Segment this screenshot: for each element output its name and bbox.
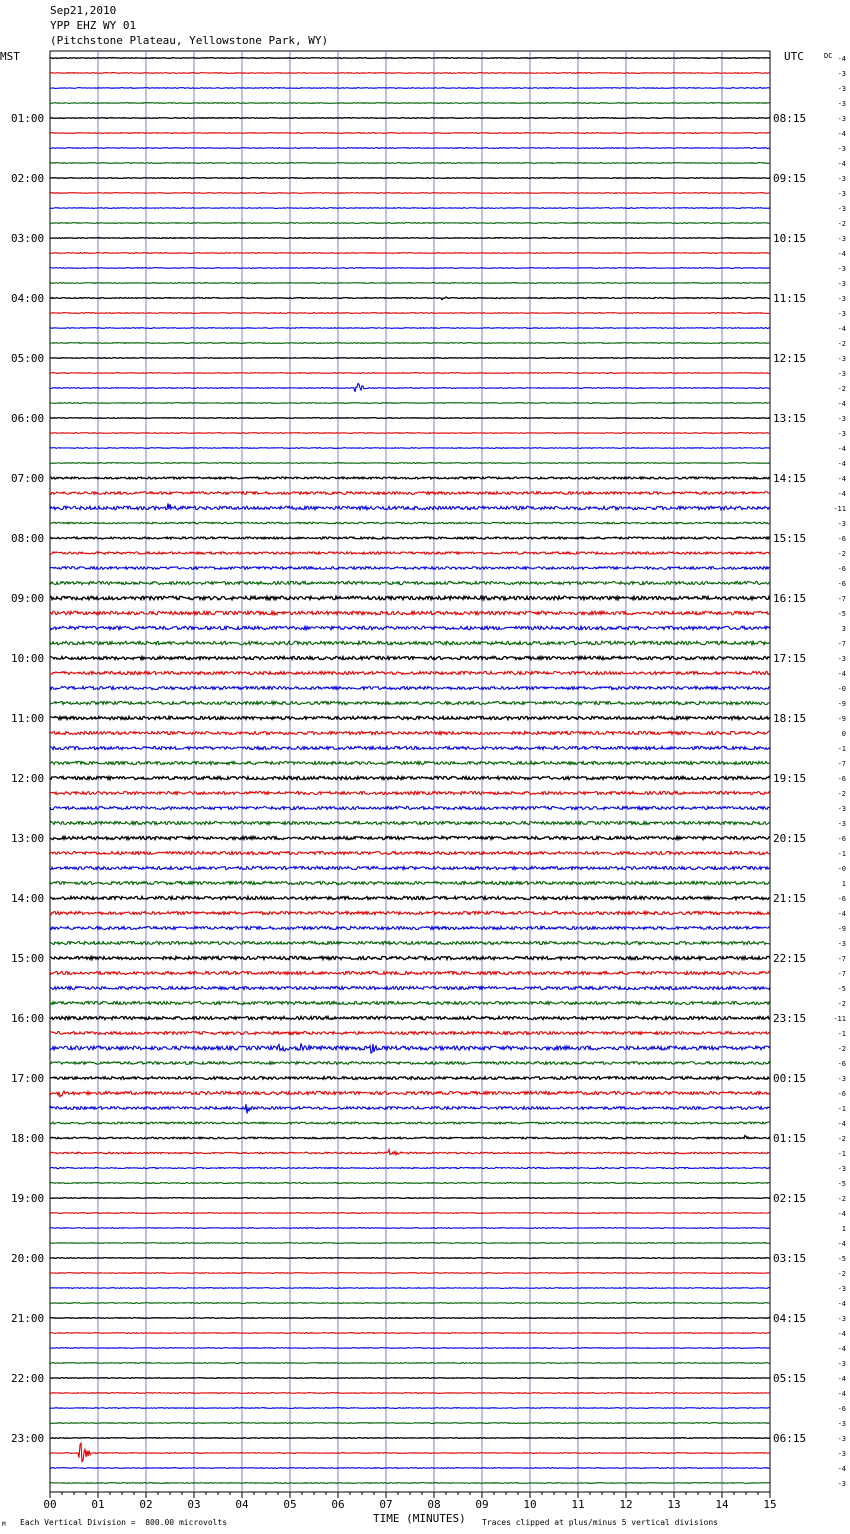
right-hour-label: 10:15	[773, 232, 807, 245]
trace-row	[50, 851, 770, 854]
trace-row	[50, 1288, 770, 1289]
x-tick-label: 05	[283, 1498, 297, 1511]
trace-row	[50, 403, 770, 404]
trace-row	[50, 956, 770, 959]
trace-row	[50, 328, 770, 329]
trace-row	[50, 1303, 770, 1304]
left-hour-label: 09:00	[11, 592, 45, 605]
trace-row	[50, 911, 770, 914]
dc-offset-label: -4	[837, 160, 846, 168]
dc-offset-label: -7	[837, 955, 846, 963]
x-tick-label: 04	[235, 1498, 249, 1511]
plot-frame	[50, 51, 770, 1492]
dc-offset-label: -4	[837, 490, 846, 498]
dc-offset-label: -3	[837, 1315, 846, 1323]
trace-row	[50, 941, 770, 944]
dc-offset-label: -7	[837, 970, 846, 978]
trace-row	[50, 1483, 770, 1484]
dc-offset-label: -7	[837, 595, 846, 603]
dc-offset-label: -6	[837, 895, 846, 903]
right-hour-label: 09:15	[773, 172, 807, 185]
left-hour-label: 13:00	[11, 832, 45, 845]
dc-offset-label: -1	[837, 1150, 846, 1158]
dc-offset-label: -1	[837, 850, 846, 858]
right-hour-label: 16:15	[773, 592, 807, 605]
trace-row	[50, 537, 770, 539]
trace-row	[50, 567, 770, 570]
right-hour-label: 05:15	[773, 1372, 807, 1385]
left-hour-label: 03:00	[11, 232, 45, 245]
dc-offset-label: -3	[837, 655, 846, 663]
trace-row	[50, 88, 770, 89]
dc-offset-label: -3	[837, 265, 846, 273]
dc-offset-label: -4	[837, 1390, 846, 1398]
trace-row	[50, 418, 770, 419]
dc-offset-label: -4	[837, 1210, 846, 1218]
dc-offset-label: -3	[837, 1420, 846, 1428]
x-tick-label: 11	[571, 1498, 585, 1511]
dc-offset-label: -6	[837, 775, 846, 783]
dc-offset-label: -3	[837, 805, 846, 813]
dc-offset-label: -3	[837, 1075, 846, 1083]
right-hour-label: 17:15	[773, 652, 807, 665]
right-hour-label: 00:15	[773, 1072, 807, 1085]
dc-offset-label: -4	[837, 460, 846, 468]
trace-row	[50, 986, 770, 989]
dc-offset-label: -5	[837, 610, 846, 618]
left-hour-label: 07:00	[11, 472, 45, 485]
left-hour-label: 16:00	[11, 1012, 45, 1025]
dc-offset-label: -0	[837, 685, 846, 693]
dc-offset-label: -4	[837, 1120, 846, 1128]
left-hour-label: 11:00	[11, 712, 45, 725]
left-timezone-label: MST	[0, 50, 20, 63]
dc-offset-label: -3	[837, 1285, 846, 1293]
trace-row	[50, 1136, 770, 1139]
dc-header-label: DC	[824, 52, 833, 60]
right-hour-label: 13:15	[773, 412, 807, 425]
right-hour-label: 08:15	[773, 112, 807, 125]
trace-row	[50, 1213, 770, 1214]
trace-row	[50, 503, 770, 509]
dc-offset-label: -9	[837, 715, 846, 723]
dc-offset-label: -4	[837, 250, 846, 258]
trace-row	[50, 701, 770, 704]
dc-offset-label: -4	[837, 445, 846, 453]
trace-row	[50, 463, 770, 464]
trace-row	[50, 1393, 770, 1394]
trace-row	[50, 761, 770, 764]
trace-row	[50, 223, 770, 224]
trace-row	[50, 686, 770, 689]
dc-offset-label: -1	[837, 1105, 846, 1113]
dc-offset-label: -6	[837, 835, 846, 843]
dc-offset-label: -4	[837, 1465, 846, 1473]
right-hour-label: 23:15	[773, 1012, 807, 1025]
left-hour-label: 20:00	[11, 1252, 45, 1265]
trace-row	[50, 1077, 770, 1080]
x-tick-label: 07	[379, 1498, 393, 1511]
dc-offset-label: -11	[833, 505, 846, 513]
trace-row	[50, 1438, 770, 1439]
dc-offset-label: -4	[837, 475, 846, 483]
x-tick-label: 08	[427, 1498, 441, 1511]
trace-row	[50, 1198, 770, 1199]
trace-row	[50, 1104, 770, 1113]
trace-row	[50, 1443, 770, 1461]
dc-offset-label: -5	[837, 1180, 846, 1188]
trace-row	[50, 1243, 770, 1244]
trace-row	[50, 58, 770, 59]
x-tick-label: 13	[667, 1498, 681, 1511]
trace-row	[50, 73, 770, 74]
dc-offset-label: -4	[837, 325, 846, 333]
right-hour-label: 06:15	[773, 1432, 807, 1445]
trace-row	[50, 1378, 770, 1379]
dc-offset-label: -6	[837, 565, 846, 573]
dc-offset-label: -7	[837, 640, 846, 648]
trace-row	[50, 581, 770, 584]
dc-offset-label: -3	[837, 205, 846, 213]
dc-offset-label: -5	[837, 985, 846, 993]
trace-row	[50, 1333, 770, 1334]
scale-note: Each Vertical Division = 800.00 microvolts	[20, 1518, 228, 1527]
right-hour-label: 12:15	[773, 352, 807, 365]
trace-row	[50, 836, 770, 839]
right-hour-label: 14:15	[773, 472, 807, 485]
right-hour-label: 18:15	[773, 712, 807, 725]
trace-row	[50, 1122, 770, 1124]
trace-row	[50, 448, 770, 449]
trace-row	[50, 358, 770, 359]
dc-offset-label: -4	[837, 1240, 846, 1248]
right-hour-label: 19:15	[773, 772, 807, 785]
trace-row	[50, 1183, 770, 1184]
trace-row	[50, 926, 770, 929]
trace-row	[50, 716, 770, 719]
trace-row	[50, 283, 770, 284]
trace-row	[50, 1423, 770, 1424]
trace-row	[50, 746, 770, 749]
dc-offset-label: -3	[837, 280, 846, 288]
dc-offset-label: -3	[837, 85, 846, 93]
x-tick-label: 09	[475, 1498, 489, 1511]
dc-offset-label: -0	[837, 865, 846, 873]
right-timezone-label: UTC	[784, 50, 804, 63]
trace-row	[50, 731, 770, 734]
trace-row	[50, 178, 770, 179]
left-hour-label: 17:00	[11, 1072, 45, 1085]
dc-offset-label: -3	[837, 1360, 846, 1368]
trace-row	[50, 1408, 770, 1409]
trace-row	[50, 103, 770, 104]
dc-offset-label: -9	[837, 925, 846, 933]
trace-row	[50, 611, 770, 615]
trace-row	[50, 1167, 770, 1168]
left-hour-label: 02:00	[11, 172, 45, 185]
dc-offset-label: -4	[837, 55, 846, 63]
station-code: YPP EHZ WY 01	[50, 19, 137, 32]
trace-row	[50, 268, 770, 269]
trace-row	[50, 1318, 770, 1319]
left-hour-label: 21:00	[11, 1312, 45, 1325]
trace-row	[50, 1348, 770, 1349]
trace-row	[50, 1062, 770, 1065]
trace-row	[50, 641, 770, 645]
dc-offset-label: -4	[837, 910, 846, 918]
trace-row	[50, 1001, 770, 1004]
left-hour-label: 15:00	[11, 952, 45, 965]
trace-row	[50, 656, 770, 659]
dc-offset-label: -1	[837, 745, 846, 753]
trace-row	[50, 1273, 770, 1274]
dc-offset-label: -4	[837, 1300, 846, 1308]
dc-offset-label: -2	[837, 385, 846, 393]
trace-row	[50, 1043, 770, 1053]
right-hour-label: 15:15	[773, 532, 807, 545]
dc-offset-label: -3	[837, 1450, 846, 1458]
trace-row	[50, 384, 770, 392]
dc-offset-label: -3	[837, 190, 846, 198]
right-hour-label: 03:15	[773, 1252, 807, 1265]
trace-row	[50, 1258, 770, 1259]
dc-offset-label: -9	[837, 700, 846, 708]
trace-row	[50, 373, 770, 374]
clip-note: Traces clipped at plus/minus 5 vertical divisions	[482, 1518, 719, 1527]
dc-offset-label: 3	[841, 625, 846, 633]
trace-row	[50, 148, 770, 149]
dc-offset-label: 1	[841, 1225, 846, 1233]
trace-row	[50, 806, 770, 809]
x-tick-label: 14	[715, 1498, 729, 1511]
right-hour-label: 02:15	[773, 1192, 807, 1205]
dc-offset-label: -3	[837, 115, 846, 123]
dc-offset-label: -2	[837, 550, 846, 558]
dc-offset-label: -4	[837, 130, 846, 138]
dc-offset-label: -3	[837, 1165, 846, 1173]
record-date: Sep21,2010	[50, 4, 117, 17]
dc-offset-label: -2	[837, 1270, 846, 1278]
left-hour-label: 01:00	[11, 112, 45, 125]
dc-offset-label: -3	[837, 520, 846, 528]
dc-offset-label: -2	[837, 1195, 846, 1203]
left-hour-label: 06:00	[11, 412, 45, 425]
dc-offset-label: -3	[837, 145, 846, 153]
trace-row	[50, 896, 770, 899]
left-hour-label: 04:00	[11, 292, 45, 305]
trace-row	[50, 133, 770, 134]
dc-offset-label: -4	[837, 670, 846, 678]
dc-offset-label: -3	[837, 310, 846, 318]
dc-offset-label: -11	[833, 1015, 846, 1023]
trace-row	[50, 193, 770, 194]
x-tick-label: 10	[523, 1498, 537, 1511]
right-hour-label: 22:15	[773, 952, 807, 965]
dc-offset-label: -2	[837, 790, 846, 798]
trace-row	[50, 522, 770, 524]
dc-offset-label: -3	[837, 1480, 846, 1488]
dc-offset-label: -3	[837, 70, 846, 78]
dc-offset-label: 0	[841, 730, 846, 738]
trace-row	[50, 866, 770, 869]
dc-offset-label: -4	[837, 1375, 846, 1383]
dc-offset-label: -2	[837, 340, 846, 348]
x-tick-label: 01	[91, 1498, 105, 1511]
left-hour-label: 08:00	[11, 532, 45, 545]
trace-row	[50, 596, 770, 600]
trace-row	[50, 821, 770, 824]
dc-offset-label: -3	[837, 370, 846, 378]
station-location: (Pitchstone Plateau, Yellowstone Park, WY)	[50, 34, 329, 47]
left-hour-label: 12:00	[11, 772, 45, 785]
trace-row	[50, 1228, 770, 1229]
x-tick-label: 02	[139, 1498, 153, 1511]
left-hour-label: 22:00	[11, 1372, 45, 1385]
trace-row	[50, 477, 770, 479]
dc-offset-label: -6	[837, 1405, 846, 1413]
trace-row	[50, 492, 770, 495]
left-hour-label: 14:00	[11, 892, 45, 905]
dc-offset-label: -3	[837, 820, 846, 828]
dc-offset-label: -5	[837, 1255, 846, 1263]
x-tick-label: 15	[763, 1498, 777, 1511]
dc-offset-label: -3	[837, 175, 846, 183]
right-hour-label: 20:15	[773, 832, 807, 845]
trace-row	[50, 626, 770, 630]
trace-row	[50, 1016, 770, 1019]
dc-offset-label: -3	[837, 1435, 846, 1443]
dc-offset-label: -1	[837, 1030, 846, 1038]
dc-offset-label: -2	[837, 1000, 846, 1008]
dc-offset-label: -3	[837, 430, 846, 438]
dc-offset-label: -7	[837, 760, 846, 768]
dc-offset-label: -6	[837, 580, 846, 588]
dc-offset-label: -6	[837, 535, 846, 543]
trace-row	[50, 1468, 770, 1469]
trace-row	[50, 1363, 770, 1364]
left-hour-label: 19:00	[11, 1192, 45, 1205]
trace-row	[50, 297, 770, 300]
left-hour-label: 05:00	[11, 352, 45, 365]
trace-row	[50, 238, 770, 239]
right-hour-label: 11:15	[773, 292, 807, 305]
x-tick-label: 06	[331, 1498, 345, 1511]
corner-mark: M	[2, 1521, 6, 1528]
dc-offset-label: -2	[837, 1135, 846, 1143]
right-hour-label: 21:15	[773, 892, 807, 905]
right-hour-label: 04:15	[773, 1312, 807, 1325]
dc-offset-label: -6	[837, 1090, 846, 1098]
dc-offset-label: -3	[837, 100, 846, 108]
x-tick-label: 12	[619, 1498, 633, 1511]
dc-offset-label: -4	[837, 1345, 846, 1353]
x-axis-title: TIME (MINUTES)	[373, 1512, 466, 1525]
trace-row	[50, 208, 770, 209]
dc-offset-label: -3	[837, 940, 846, 948]
dc-offset-label: 1	[841, 880, 846, 888]
dc-offset-label: -3	[837, 415, 846, 423]
dc-offset-label: -3	[837, 235, 846, 243]
dc-offset-label: -3	[837, 355, 846, 363]
trace-row	[50, 433, 770, 434]
trace-row	[50, 971, 770, 974]
left-hour-label: 10:00	[11, 652, 45, 665]
trace-row	[50, 313, 770, 314]
trace-row	[50, 881, 770, 884]
trace-row	[50, 1032, 770, 1035]
right-hour-label: 01:15	[773, 1132, 807, 1145]
dc-offset-label: -6	[837, 1060, 846, 1068]
trace-row	[50, 343, 770, 344]
dc-offset-label: -2	[837, 220, 846, 228]
trace-row	[50, 791, 770, 794]
dc-offset-label: -4	[837, 1330, 846, 1338]
x-tick-label: 03	[187, 1498, 201, 1511]
trace-row	[50, 552, 770, 554]
trace-row	[50, 118, 770, 119]
trace-row	[50, 776, 770, 779]
trace-row	[50, 1150, 770, 1155]
left-hour-label: 18:00	[11, 1132, 45, 1145]
left-hour-label: 23:00	[11, 1432, 45, 1445]
trace-row	[50, 671, 770, 674]
x-tick-label: 00	[43, 1498, 57, 1511]
trace-row	[50, 253, 770, 254]
trace-row	[50, 163, 770, 164]
trace-row	[50, 1091, 770, 1097]
dc-offset-label: -2	[837, 1045, 846, 1053]
dc-offset-label: -3	[837, 295, 846, 303]
dc-offset-label: -4	[837, 400, 846, 408]
